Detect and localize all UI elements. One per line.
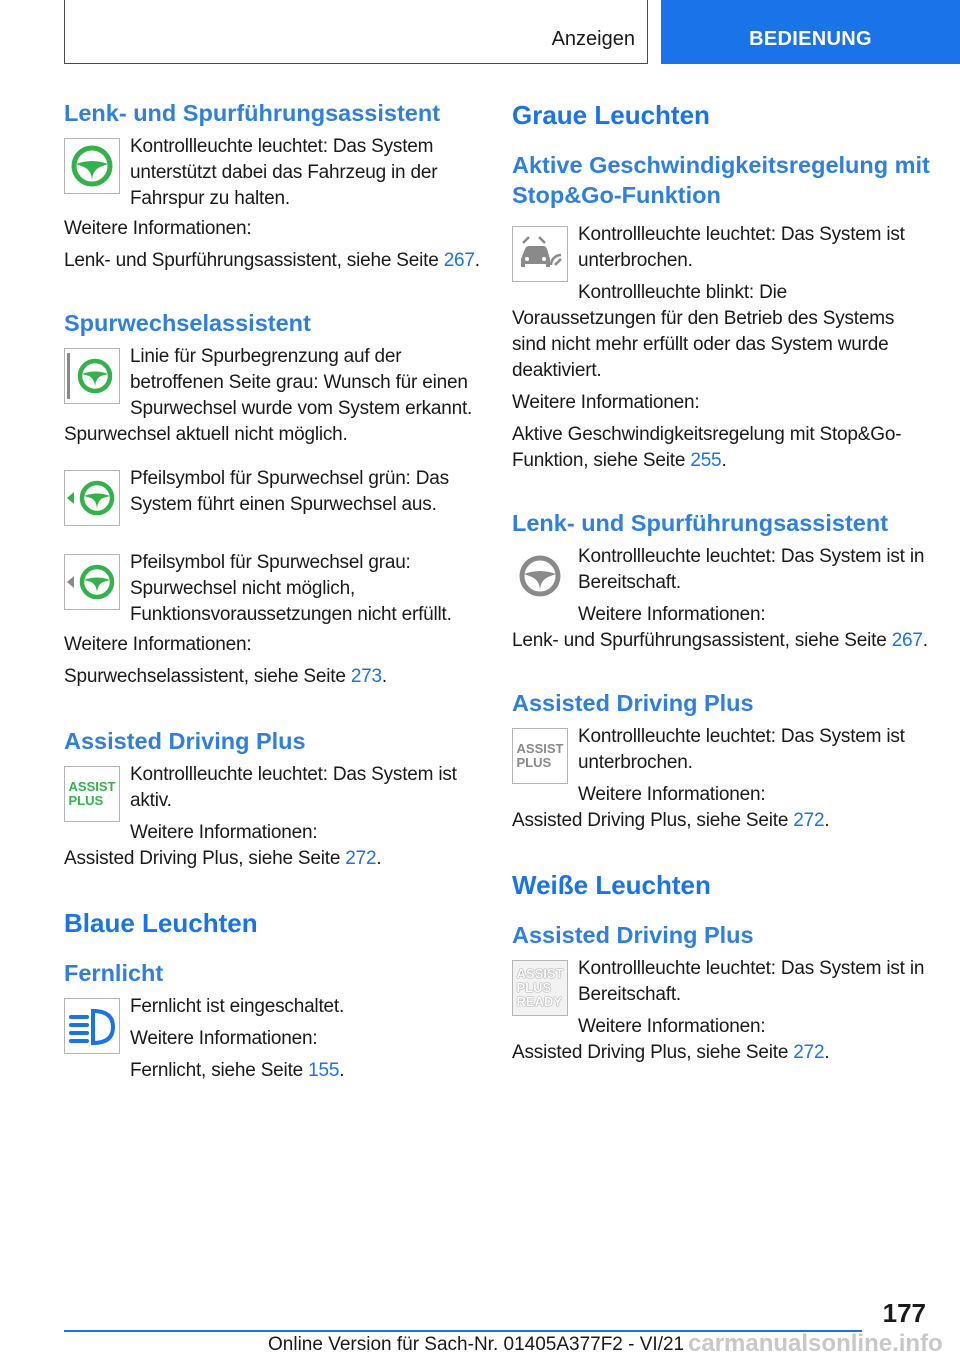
wadp-heading: Assisted Driving Plus [512,922,754,948]
adp-ref: Assisted Driving Plus, siehe Seite 272. [64,848,382,869]
adp-ref-link[interactable]: 272 [345,848,377,869]
lenk-entry [64,134,484,212]
cruise-control-grey-icon [512,226,568,282]
grey-lights-heading: Graue Leuchten [512,100,710,130]
lenk-ref: Lenk- und Spurführungsassistent, siehe Seite 267. [64,250,480,271]
acc-text-2: Kontrollleuchte blinkt: Die Voraussetzungen für den Betrieb des Systems sind nicht mehr erfüllt oder das System wurde deaktiviert. [512,282,895,381]
fern-ref-link[interactable]: 155 [308,1060,340,1081]
right-column [512,98,930,1066]
spur-heading: Spurwechselassistent [64,310,311,336]
lane-change-arrow-grey-icon [64,554,120,610]
lenk-grey-more: Weitere Informationen: [578,604,766,625]
spur-ref-link[interactable]: 273 [350,666,382,687]
wadp-more: Weitere Informationen: [578,1016,766,1037]
adp-grey-more: Weitere Informationen: [578,784,766,805]
spur-text-2: Pfeilsymbol für Spurwechsel grün: Das System führt einen Spurwechsel aus. [130,468,449,515]
adp-ref-text: Assisted Driving Plus, siehe Seite [64,848,346,869]
adp-grey-ref-link[interactable]: 272 [793,810,825,831]
lenk-grey-ref-text: Lenk- und Spurführungsassistent, siehe Seite [512,630,892,651]
wadp-text: Kontrollleuchte leuchtet: Das System ist in Bereitschaft. [578,958,925,1005]
fern-ref-text: Fernlicht, siehe Seite [130,1060,309,1081]
acc-entry [512,222,930,384]
acc-more: Weitere Informationen: [512,392,700,413]
spur-ref-text: Spurwechselassistent, siehe Seite [64,666,351,687]
spur-ref: Spurwechselassistent, siehe Seite 273. [64,666,388,687]
steering-wheel-green-icon [64,138,120,194]
wadp-ref-link[interactable]: 272 [793,1042,825,1063]
adp-grey-heading: Assisted Driving Plus [512,690,754,716]
adp-grey-text: Kontrollleuchte leuchtet: Das System ist unterbrochen. [578,726,905,773]
lenk-grey-text: Kontrollleuchte leuchtet: Das System ist in Bereitschaft. [578,546,925,593]
header-section-tab[interactable] [661,0,960,64]
blue-lights-heading: Blaue Leuchten [64,908,258,938]
lenk-heading: Lenk- und Spurführungsassistent [64,100,441,126]
lane-change-line-grey-icon [64,348,120,404]
header-section-label: BEDIENUNG [749,28,872,50]
adp-entry [64,762,484,846]
ready-label-3: READY [516,994,563,1009]
fern-more: Weitere Informationen: [130,1028,318,1049]
acc-ref-text: Aktive Geschwindigkeitsregelung mit Stop&Go-Funktion, siehe Seite [512,424,902,471]
adp-more: Weitere Informationen: [130,822,318,843]
wadp-entry [512,956,930,1040]
white-lights-heading: Weiße Leuchten [512,870,711,900]
fern-entry [64,994,484,1084]
watermark: carmanualsonline.info [688,1330,943,1357]
spur-entry-1 [64,344,484,448]
lenk-more: Weitere Informationen: [64,218,252,239]
fern-ref: Fernlicht, siehe Seite 155. [130,1060,345,1081]
adp-grey-ref: Assisted Driving Plus, siehe Seite 272. [512,810,830,831]
assist-plus-green-icon [64,766,120,822]
adp-text: Kontrollleuchte leuchtet: Das System ist aktiv. [130,764,457,811]
fern-text: Fernlicht ist eingeschaltet. [130,996,345,1017]
ready-label-1: ASSIST [516,966,564,981]
header-chapter-box [64,0,648,64]
adp-grey-entry [512,724,930,808]
lenk-grey-heading: Lenk- und Spurführungsassistent [512,510,889,536]
wadp-ref: Assisted Driving Plus, siehe Seite 272. [512,1042,830,1063]
assist-plus-ready-white-icon [512,960,568,1016]
acc-ref-link[interactable]: 255 [690,450,722,471]
wadp-ref-text: Assisted Driving Plus, siehe Seite [512,1042,794,1063]
fern-heading: Fernlicht [64,960,164,986]
spur-text-3: Pfeilsymbol für Spurwechsel grau: Spurwechsel nicht möglich, Funktionsvoraussetzungen nicht erfüllt. [130,552,452,625]
page-number: 177 [882,1298,926,1328]
lane-change-arrow-green-icon [64,470,120,526]
steering-wheel-grey-icon [512,548,568,604]
acc-text-1: Kontrollleuchte leuchtet: Das System ist unterbrochen. [578,224,905,271]
ready-label-2: PLUS [516,980,552,995]
header-chapter: Anzeigen [551,28,635,50]
spur-entry-3 [64,550,484,628]
lenk-text: Kontrollleuchte leuchtet: Das System unterstützt dabei das Fahrzeug in der Fahrspur zu halten. [130,136,438,209]
lenk-ref-link[interactable]: 267 [443,250,475,271]
acc-ref: Aktive Geschwindigkeitsregelung mit Stop&Go-Funktion, siehe Seite 255. [512,424,902,471]
adp-grey-ref-text: Assisted Driving Plus, siehe Seite [512,810,794,831]
lenk-ref-text: Lenk- und Spurführungsassistent, siehe Seite [64,250,444,271]
spur-more: Weitere Informationen: [64,634,252,655]
lenk-grey-ref: Lenk- und Spurführungsassistent, siehe Seite 267. [512,630,928,651]
left-column [64,98,484,1084]
spur-entry-2 [64,466,484,532]
lenk-grey-entry [512,544,930,628]
acc-heading: Aktive Geschwindigkeitsregelung mit Stop&Go-Funktion [512,152,930,208]
assist-plus-grey-icon [512,728,568,784]
high-beam-blue-icon [64,998,120,1054]
lenk-grey-ref-link[interactable]: 267 [891,630,923,651]
adp-heading: Assisted Driving Plus [64,728,306,754]
spur-text-1: Linie für Spurbegrenzung auf der betroffenen Seite grau: Wunsch für einen Spurwechsel wurde vom System erkannt. Spurwechsel aktuell nicht möglich. [64,346,473,445]
assist-label-2: PLUS [68,793,104,808]
assist-grey-label-2: PLUS [516,755,552,770]
footer-text: Online Version für Sach-Nr. 01405A377F2 - VI/21 [268,1334,685,1355]
assist-label-1: ASSIST [68,779,116,794]
assist-grey-label-1: ASSIST [516,741,564,756]
